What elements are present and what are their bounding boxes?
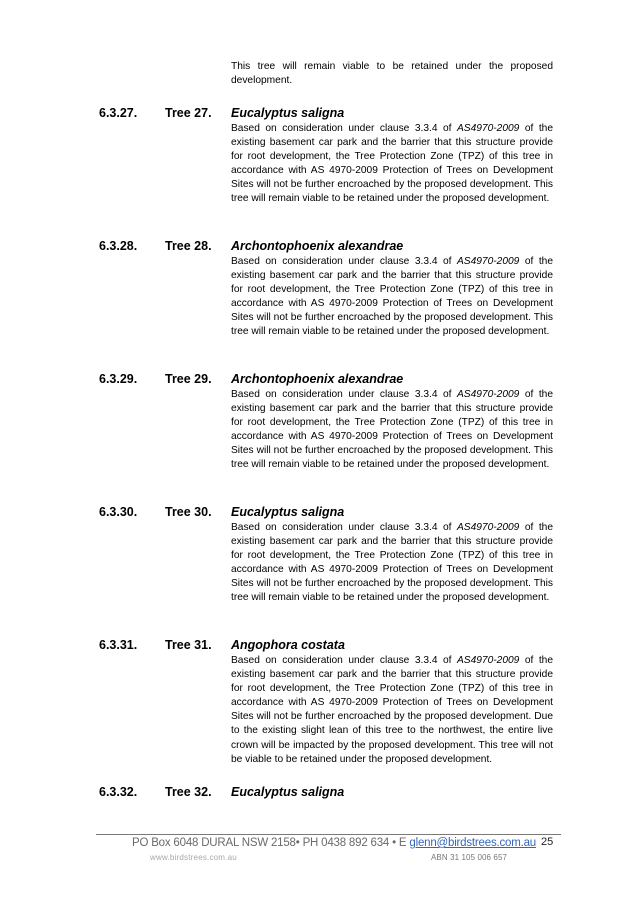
footer-email-link[interactable]: glenn@birdstrees.com.au [409,837,537,849]
footer-divider [96,834,561,835]
section-number: 6.3.29. [99,372,138,386]
species-name: Eucalyptus saligna [231,785,345,799]
tree-label: Tree 27. [165,106,212,120]
section-conclusion: This tree will remain viable to be retained under the proposed development. [231,179,553,205]
species-name: Archontophoenix alexandrae [231,372,404,386]
page-number: 25 [541,836,554,848]
section-number: 6.3.32. [99,785,138,799]
species-name: Angophora costata [231,638,345,652]
section-conclusion: This tree will remain viable to be retained under the proposed development. [231,312,553,338]
section-number: 6.3.31. [99,638,138,652]
section-number: 6.3.30. [99,505,138,519]
tree-label: Tree 32. [165,785,212,799]
section-number: 6.3.27. [99,106,138,120]
footer-website: www.birdstrees.com.au [150,853,237,862]
section-conclusion: Due to the existing slight lean of this tree to the northwest, the entire live crown will be impacted by the proposed development. This tree will not be viable to be retained under the proposed development. [231,711,553,765]
tree-label: Tree 30. [165,505,212,519]
section-body-6-3-29: Based on consideration under clause 3.3.4 of AS4970-2009 of the existing basement car park and the barrier that this structure provide for root development, the Tree Protection Zone (TPZ) of this tree in accordance with AS 4970-2009 Protection of Trees on Development Sites will not be further encroached by the proposed development. This tree will remain viable to be retained under the proposed development. [231,389,553,471]
section-number: 6.3.28. [99,239,138,253]
standard-reference: AS4970-2009 [457,256,520,267]
standard-reference: AS4970-2009 [457,655,520,666]
section-body-6-3-28: Based on consideration under clause 3.3.4 of AS4970-2009 of the existing basement car park and the barrier that this structure provide for root development, the Tree Protection Zone (TPZ) of this tree in accordance with AS 4970-2009 Protection of Trees on Development Sites will not be further encroached by the proposed development. This tree will remain viable to be retained under the proposed development. [231,256,553,338]
section-body-6-3-30: Based on consideration under clause 3.3.4 of AS4970-2009 of the existing basement car park and the barrier that this structure provide for root development, the Tree Protection Zone (TPZ) of this tree in accordance with AS 4970-2009 Protection of Trees on Development Sites will not be further encroached by the proposed development. This tree will remain viable to be retained under the proposed development. [231,522,553,604]
footer-contact [132,837,537,849]
standard-reference: AS4970-2009 [457,123,520,134]
species-name: Eucalyptus saligna [231,106,345,120]
section-body-6-3-27: Based on consideration under clause 3.3.4 of AS4970-2009 of the existing basement car park and the barrier that this structure provide for root development, the Tree Protection Zone (TPZ) of this tree in accordance with AS 4970-2009 Protection of Trees on Development Sites will not be further encroached by the proposed development. This tree will remain viable to be retained under the proposed development. [231,123,553,205]
tree-label: Tree 31. [165,638,212,652]
footer-abn: ABN 31 105 006 657 [431,853,508,862]
standard-reference: AS4970-2009 [457,389,520,400]
species-name: Archontophoenix alexandrae [231,239,404,253]
tree-label: Tree 28. [165,239,212,253]
section-conclusion: This tree will remain viable to be retained under the proposed development. [231,578,553,604]
standard-reference: AS4970-2009 [457,522,520,533]
section-body-6-3-31: Based on consideration under clause 3.3.4 of AS4970-2009 of the existing basement car park and the barrier that this structure provide for root development, the Tree Protection Zone (TPZ) of this tree in accordance with AS 4970-2009 Protection of Trees on Development Sites will not be further encroached by the proposed development. Due to the existing slight lean of this tree to the northwest, the entire live crown will be impacted by the proposed development. This tree will not be viable to be retained under the proposed development. [231,655,553,765]
tree-label: Tree 29. [165,372,212,386]
footer-address: PO Box 6048 DURAL NSW 2158• PH 0438 892 634 • E [132,837,410,849]
species-name: Eucalyptus saligna [231,505,345,519]
intro-paragraph: This tree will remain viable to be retained under the proposed development. [231,61,553,87]
section-conclusion: This tree will remain viable to be retained under the proposed development. [231,445,553,471]
